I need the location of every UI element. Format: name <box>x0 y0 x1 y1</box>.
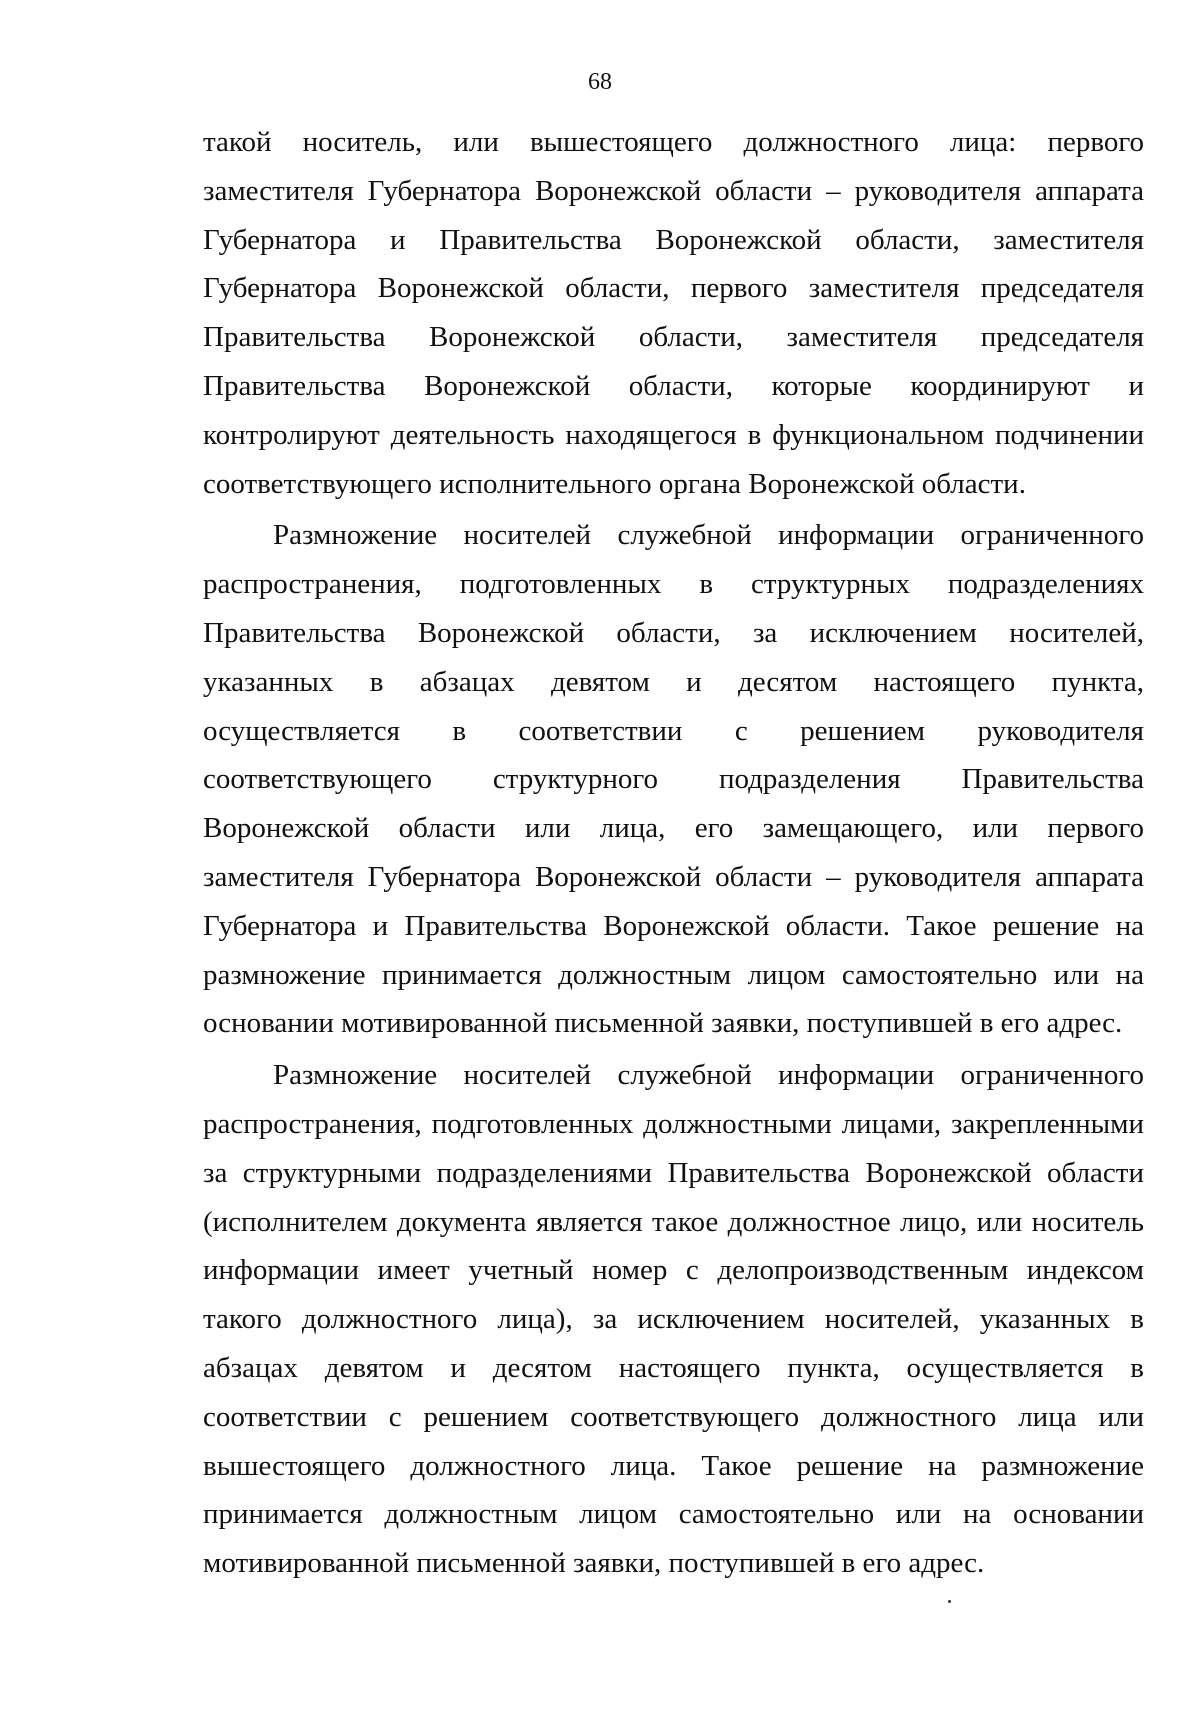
document-body <box>203 118 1144 1588</box>
scan-speck <box>948 1600 951 1603</box>
page-number: 68 <box>588 69 612 95</box>
paragraph-3: Размножение носителей служебной информации ограниченного распространения, подготовленных должностными лицами, закрепленными за структурными подразделениями Правительства Воронежской области (исполнителем документа является такое должностное лицо, или носитель информации имеет учетный номер с делопроизводственным индексом такого должностного лица), за исключением носителей, указанных в абзацах девятом и десятом настоящего пункта, осуществляется в соответствии с решением соответствующего должностного лица или вышестоящего должностного лица. Такое решение на размножение принимается должностным лицом самостоятельно или на основании мотивированной письменной заявки, поступившей в его адрес. <box>203 1059 1144 1580</box>
paragraph-1: такой носитель, или вышестоящего должностного лица: первого заместителя Губернатора Воронежской области – руководителя аппарата Губернатора и Правительства Воронежской области, заместителя Губернатора Воронежской области, первого заместителя председателя Правительства Воронежской области, заместителя председателя Правительства Воронежской области, которые координируют и контролируют деятельность находящегося в функциональном подчинении соответствующего исполнительного органа Воронежской области. <box>203 126 1144 500</box>
paragraph-2: Размножение носителей служебной информации ограниченного распространения, подготовленных в структурных подразделениях Правительства Воронежской области, за исключением носителей, указанных в абзацах девятом и десятом настоящего пункта, осуществляется в соответствии с решением руководителя соответствующего структурного подразделения Правительства Воронежской области или лица, его замещающего, или первого заместителя Губернатора Воронежской области – руководителя аппарата Губернатора и Правительства Воронежской области. Такое решение на размножение принимается должностным лицом самостоятельно или на основании мотивированной письменной заявки, поступившей в его адрес. <box>203 519 1144 1040</box>
